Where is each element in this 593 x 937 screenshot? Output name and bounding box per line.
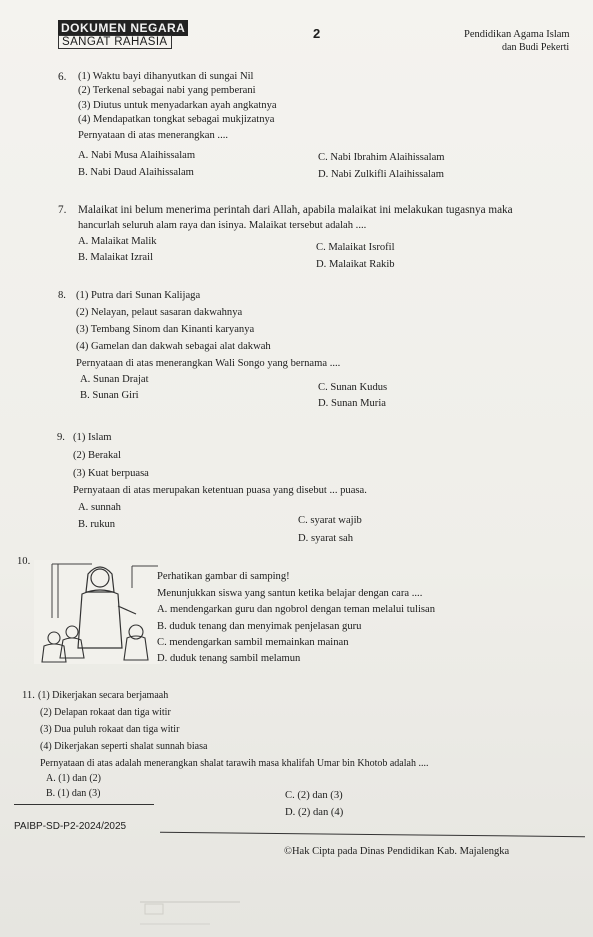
- q9-number: 9.: [57, 432, 65, 443]
- q6-item: (2) Terkenal sebagai nabi yang pemberani: [78, 85, 256, 96]
- q6-stem: Pernyataan di atas menerangkan ....: [78, 130, 229, 141]
- q7-option-b[interactable]: B. Malaikat Izrail: [78, 252, 154, 263]
- q8-option-b[interactable]: B. Sunan Giri: [80, 390, 139, 401]
- copyright-notice: ©Hak Cipta pada Dinas Pendidikan Kab. Majalengka: [284, 846, 510, 857]
- q7-number: 7.: [58, 204, 67, 216]
- classroom-illustration: [32, 558, 162, 666]
- q9-item: (2) Berakal: [73, 450, 121, 461]
- q11-item: (1) Dikerjakan secara berjamaah: [38, 690, 169, 701]
- q10-option-a[interactable]: A. mendengarkan guru dan ngobrol dengan teman melalui tulisan: [157, 604, 436, 615]
- q11-option-b[interactable]: B. (1) dan (3): [46, 788, 101, 799]
- document-code: PAIBP-SD-P2-2024/2025: [14, 821, 127, 832]
- q10-option-b[interactable]: B. duduk tenang dan menyimak penjelasan guru: [157, 621, 362, 632]
- page-number: 2: [313, 26, 321, 41]
- q8-item: (4) Gamelan dan dakwah sebagai alat dakwah: [76, 341, 271, 352]
- q9-option-d[interactable]: D. syarat sah: [298, 533, 354, 544]
- q6-option-b[interactable]: B. Nabi Daud Alaihissalam: [78, 167, 194, 178]
- q7-option-d[interactable]: D. Malaikat Rakib: [316, 259, 395, 270]
- subject-subtitle: dan Budi Pekerti: [502, 42, 570, 53]
- q7-option-a[interactable]: A. Malaikat Malik: [78, 236, 157, 247]
- q7-option-c[interactable]: C. Malaikat Isrofil: [316, 242, 395, 253]
- q11-option-d[interactable]: D. (2) dan (4): [285, 807, 344, 818]
- secrecy-label: SANGAT RAHASIA: [58, 35, 172, 49]
- q8-item: (1) Putra dari Sunan Kalijaga: [76, 290, 201, 301]
- q8-item: (3) Tembang Sinom dan Kinanti karyanya: [76, 324, 255, 335]
- q10-number: 10.: [17, 556, 31, 567]
- q8-option-d[interactable]: D. Sunan Muria: [318, 398, 386, 409]
- q8-stem: Pernyataan di atas menerangkan Wali Songo yang bernama ....: [76, 358, 341, 369]
- q9-option-c[interactable]: C. syarat wajib: [298, 515, 362, 526]
- q11-item: (4) Dikerjakan seperti shalat sunnah biasa: [40, 741, 208, 752]
- q6-item: (4) Mendapatkan tongkat sebagai mukjizatnya: [78, 114, 275, 125]
- stray-marks: [140, 880, 240, 930]
- q8-number: 8.: [58, 290, 66, 301]
- q7-stem-line2: hancurlah seluruh alam raya dan isinya. Malaikat tersebut adalah ....: [78, 220, 367, 231]
- q6-number: 6.: [58, 71, 67, 83]
- q6-item: (3) Diutus untuk menyadarkan ayah angkatnya: [78, 100, 277, 111]
- q8-option-c[interactable]: C. Sunan Kudus: [318, 382, 388, 393]
- q10-option-d[interactable]: D. duduk tenang sambil melamun: [157, 653, 301, 664]
- q9-item: (1) Islam: [73, 432, 112, 443]
- q6-item: (1) Waktu bayi dihanyutkan di sungai Nil: [78, 71, 254, 82]
- footer-rule-right: [160, 832, 585, 837]
- q11-option-c[interactable]: C. (2) dan (3): [285, 790, 343, 801]
- q6-option-d[interactable]: D. Nabi Zulkifli Alaihissalam: [318, 169, 444, 180]
- q8-item: (2) Nelayan, pelaut sasaran dakwahnya: [76, 307, 243, 318]
- q9-option-a[interactable]: A. sunnah: [78, 502, 121, 513]
- subject-title: Pendidikan Agama Islam: [464, 29, 570, 40]
- q10-intro: Perhatikan gambar di samping!: [157, 571, 290, 582]
- q7-stem-line1: Malaikat ini belum menerima perintah dari Allah, apabila malaikat ini melakukan tugasnya maka: [78, 204, 513, 216]
- q11-stem: Pernyataan di atas adalah menerangkan shalat tarawih masa khalifah Umar bin Khotob adalah ....: [40, 758, 429, 769]
- q11-number: 11.: [22, 690, 35, 701]
- q10-option-c[interactable]: C. mendengarkan sambil memainkan mainan: [157, 637, 349, 648]
- q10-stem: Menunjukkan siswa yang santun ketika belajar dengan cara ....: [157, 588, 423, 599]
- q11-item: (2) Delapan rokaat dan tiga witir: [40, 707, 171, 718]
- q11-option-a[interactable]: A. (1) dan (2): [46, 773, 101, 784]
- footer-rule-left: [14, 804, 154, 805]
- q9-item: (3) Kuat berpuasa: [73, 468, 149, 479]
- q11-item: (3) Dua puluh rokaat dan tiga witir: [40, 724, 180, 735]
- q9-option-b[interactable]: B. rukun: [78, 519, 116, 530]
- classification-stamp: [58, 20, 196, 52]
- document-label: DOKUMEN NEGARA: [58, 20, 188, 36]
- q9-stem: Pernyataan di atas merupakan ketentuan puasa yang disebut ... puasa.: [73, 485, 367, 496]
- q6-option-a[interactable]: A. Nabi Musa Alaihissalam: [78, 150, 196, 161]
- q8-option-a[interactable]: A. Sunan Drajat: [80, 374, 149, 385]
- q6-option-c[interactable]: C. Nabi Ibrahim Alaihissalam: [318, 152, 445, 163]
